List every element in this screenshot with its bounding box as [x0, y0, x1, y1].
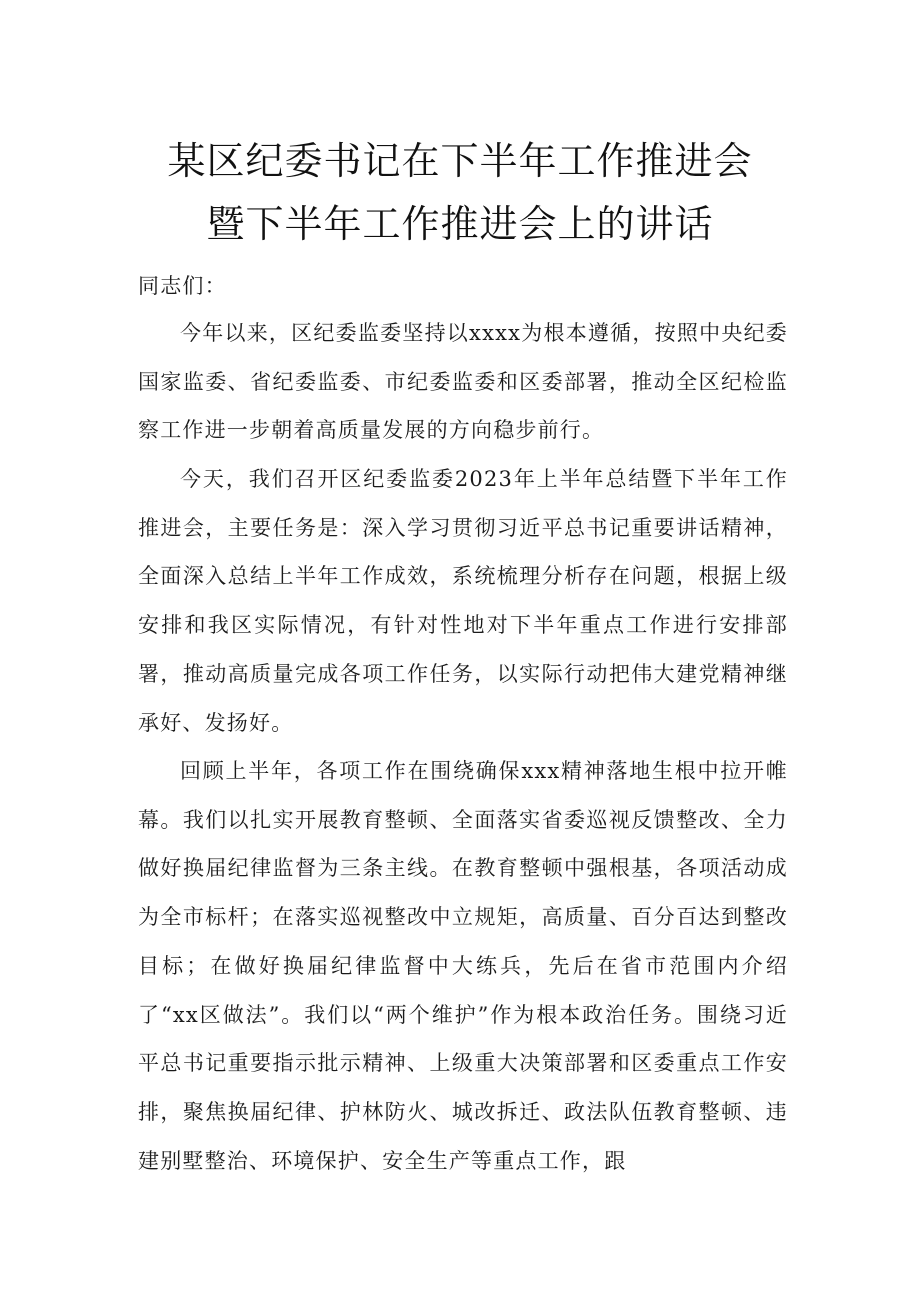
- document-title-line-2: 暨下半年工作推进会上的讲话: [206, 202, 714, 246]
- paragraph-1: [138, 309, 788, 455]
- paragraph-1-text: 今年以来，区纪委监委坚持以xxxx为根本遵循，按照中央纪委国家监委、省纪委监委、市纪委监委和区委部署，推动全区纪检监察工作进一步朝着高质量发展的方向稳步前行。: [138, 321, 788, 443]
- paragraph-2-text: 今天，我们召开区纪委监委2023年上半年总结暨下半年工作推进会，主要任务是：深入学习贯彻习近平总书记重要讲话精神，全面深入总结上半年工作成效，系统梳理分析存在问题，根据上级安排和我区实际情况，有针对性地对下半年重点工作进行安排部署，推动高质量完成各项工作任务，以实际行动把伟大建党精神继承好、发扬好。: [138, 467, 788, 735]
- salutation: 同志们：: [138, 274, 227, 298]
- paragraph-2: [138, 455, 788, 747]
- document-title-line-1: 某区纪委书记在下半年工作推进会: [167, 139, 753, 183]
- paragraph-3: [138, 747, 788, 1185]
- paragraph-3-text: 回顾上半年，各项工作在围绕确保xxx精神落地生根中拉开帷幕。我们以扎实开展教育整顿、全面落实省委巡视反馈整改、全力做好换届纪律监督为三条主线。在教育整顿中强根基，各项活动成为全市标杆；在落实巡视整改中立规矩，高质量、百分百达到整改目标；在做好换届纪律监督中大练兵，先后在省市范围内介绍了“xx区做法”。我们以“两个维护”作为根本政治任务。围绕习近平总书记重要指示批示精神、上级重大决策部署和区委重点工作安排，聚焦换届纪律、护林防火、城改拆迁、政法队伍教育整顿、违建别墅整治、环境保护、安全生产等重点工作，跟: [138, 759, 788, 1173]
